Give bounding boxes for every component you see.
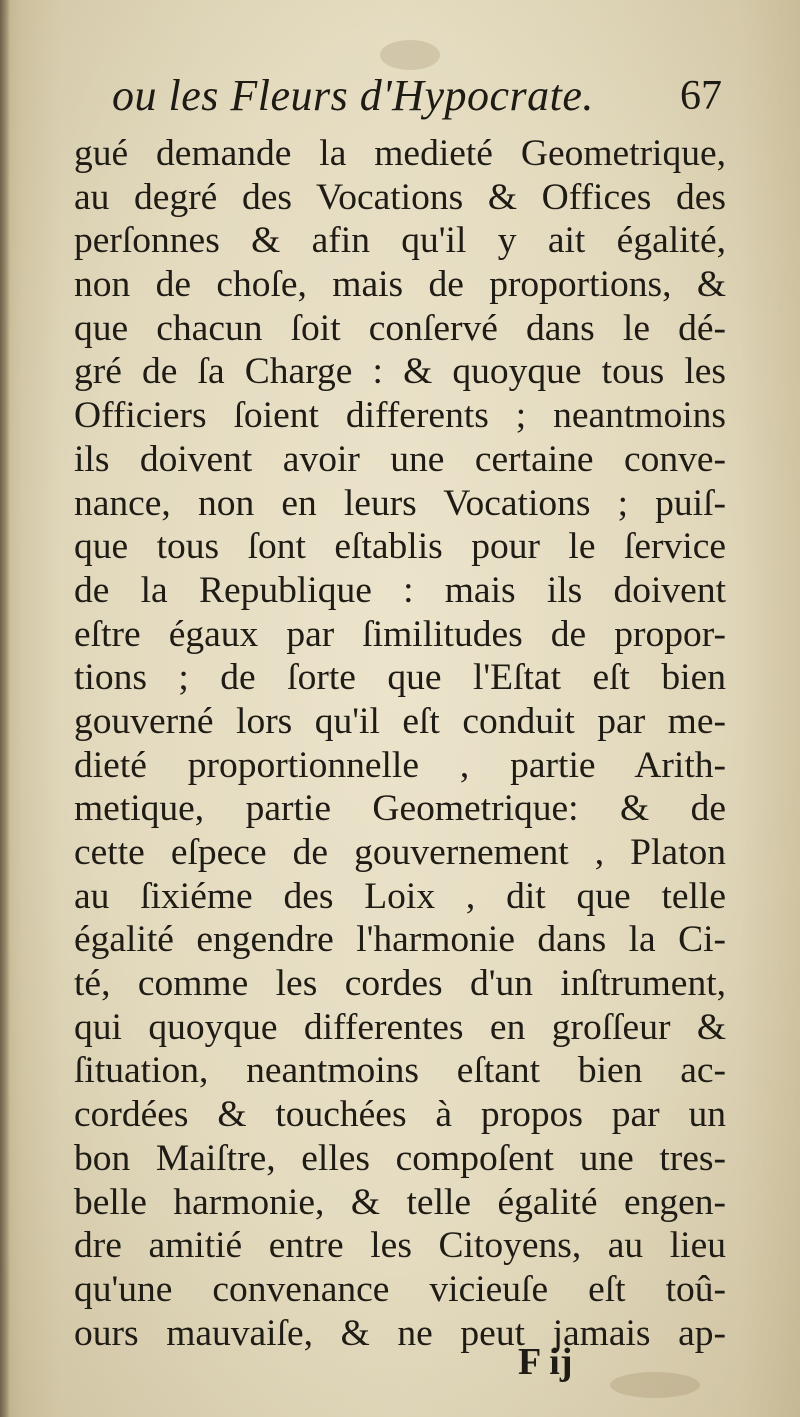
text-line: au ſixiéme des Loix , dit que telle (74, 875, 726, 917)
text-line: non de choſe, mais de proportions, & (74, 264, 726, 306)
text-line: ſituation, neantmoins eſtant bien ac- (74, 1050, 726, 1092)
paper-stain (380, 40, 440, 70)
text-line: qui quoyque differentes en groſſeur & (74, 1006, 726, 1048)
text-line: té, comme les cordes d'un inſtrument, (74, 963, 726, 1005)
running-header (112, 70, 722, 126)
text-line: bon Maiſtre, elles compoſent une tres- (74, 1137, 726, 1179)
text-line: égalité engendre l'harmonie dans la Ci- (74, 919, 726, 961)
paper-stain (610, 1372, 700, 1398)
page-gutter-shadow (0, 0, 10, 1417)
text-line: ils doivent avoir une certaine conve- (74, 438, 726, 480)
text-line: tions ; de ſorte que l'Eſtat eſt bien (74, 657, 726, 699)
running-title: ou les Fleurs d'Hypocrate. (112, 71, 594, 120)
text-line: dieté proportionnelle , partie Arith- (74, 744, 726, 786)
text-line: Officiers ſoient differents ; neantmoins (74, 395, 726, 437)
text-line: ours mauvaiſe, & ne peut jamais ap- (74, 1312, 726, 1354)
text-line: au degré des Vocations & Offices des (74, 176, 726, 218)
signature-mark: F ij (518, 1341, 573, 1383)
text-line: de la Republique : mais ils doivent (74, 569, 726, 611)
text-line: nance, non en leurs Vocations ; puiſ- (74, 482, 726, 524)
text-line: gué demande la medieté Geometrique, (74, 133, 726, 174)
body-text (74, 132, 726, 1355)
text-line: cordées & touchées à propos par un (74, 1094, 726, 1136)
page-number: 67 (680, 73, 722, 119)
text-line: perſonnes & afin qu'il y ait égalité, (74, 220, 726, 262)
text-line: dre amitié entre les Citoyens, au lieu (74, 1225, 726, 1267)
text-line: gré de ſa Charge : & quoyque tous les (74, 351, 726, 393)
text-line: que chacun ſoit conſervé dans le dé- (74, 307, 726, 349)
text-line: gouverné lors qu'il eſt conduit par me- (74, 700, 726, 742)
text-line: que tous ſont eſtablis pour le ſervice (74, 526, 726, 568)
text-line: belle harmonie, & telle égalité engen- (74, 1181, 726, 1223)
text-line: eſtre égaux par ſimilitudes de propor- (74, 613, 726, 655)
text-line: metique, partie Geometrique: & de (74, 788, 726, 830)
text-line: cette eſpece de gouvernement , Platon (74, 832, 726, 873)
text-line: qu'une convenance vicieuſe eſt toû- (74, 1268, 726, 1310)
